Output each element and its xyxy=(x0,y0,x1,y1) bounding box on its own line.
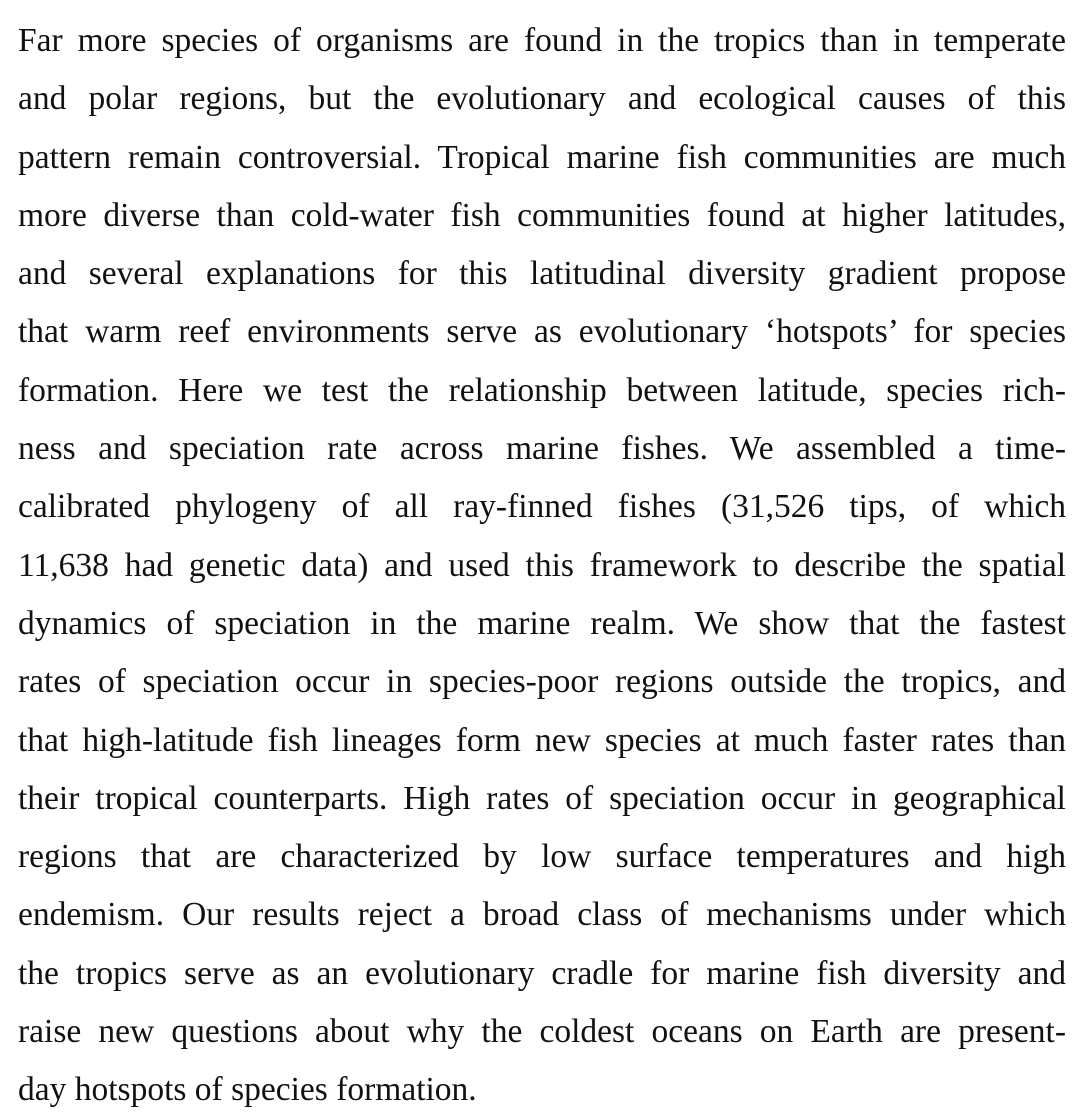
abstract-line-1: Far more species of organisms are found in the tropics than in temperate xyxy=(18,22,1066,59)
abstract-line-4: more diverse than cold-water fish communities found at higher latitudes, xyxy=(18,196,1066,234)
abstract-line-5: and several explanations for this latitudinal diversity gradient propose xyxy=(18,255,1066,293)
abstract-line-11: dynamics of speciation in the marine realm. We show that the fastest xyxy=(18,604,1066,642)
abstract-line-19: day hotspots of species formation. xyxy=(18,1071,477,1109)
abstract-line-6: that warm reef environments serve as evolutionary ‘hotspots’ for species xyxy=(18,313,1066,351)
abstract-line-14: their tropical counterparts. High rates of speciation occur in geographical xyxy=(18,779,1066,817)
abstract-line-13: that high-latitude fish lineages form new species at much faster rates than xyxy=(18,721,1066,759)
abstract-line-2: and polar regions, but the evolutionary and ecological causes of this xyxy=(18,80,1066,118)
abstract-line-7: formation. Here we test the relationship between latitude, species rich- xyxy=(18,371,1066,409)
abstract-line-3: pattern remain controversial. Tropical marine fish communities are much xyxy=(18,138,1066,176)
abstract-line-9: calibrated phylogeny of all ray-finned fishes (31,526 tips, of which xyxy=(18,488,1066,526)
abstract-paragraph xyxy=(18,12,1066,1120)
abstract-line-12: rates of speciation occur in species-poor regions outside the tropics, and xyxy=(18,663,1066,701)
abstract-line-8: ness and speciation rate across marine fishes. We assembled a time- xyxy=(18,430,1066,468)
abstract-line-10: 11,638 had genetic data) and used this framework to describe the spatial xyxy=(18,546,1066,584)
abstract-line-15: regions that are characterized by low surface temperatures and high xyxy=(18,838,1066,876)
abstract-line-16: endemism. Our results reject a broad class of mechanisms under which xyxy=(18,896,1066,934)
abstract-line-17: the tropics serve as an evolutionary cradle for marine fish diversity and xyxy=(18,954,1066,992)
abstract-line-18: raise new questions about why the coldest oceans on Earth are present- xyxy=(18,1013,1066,1051)
